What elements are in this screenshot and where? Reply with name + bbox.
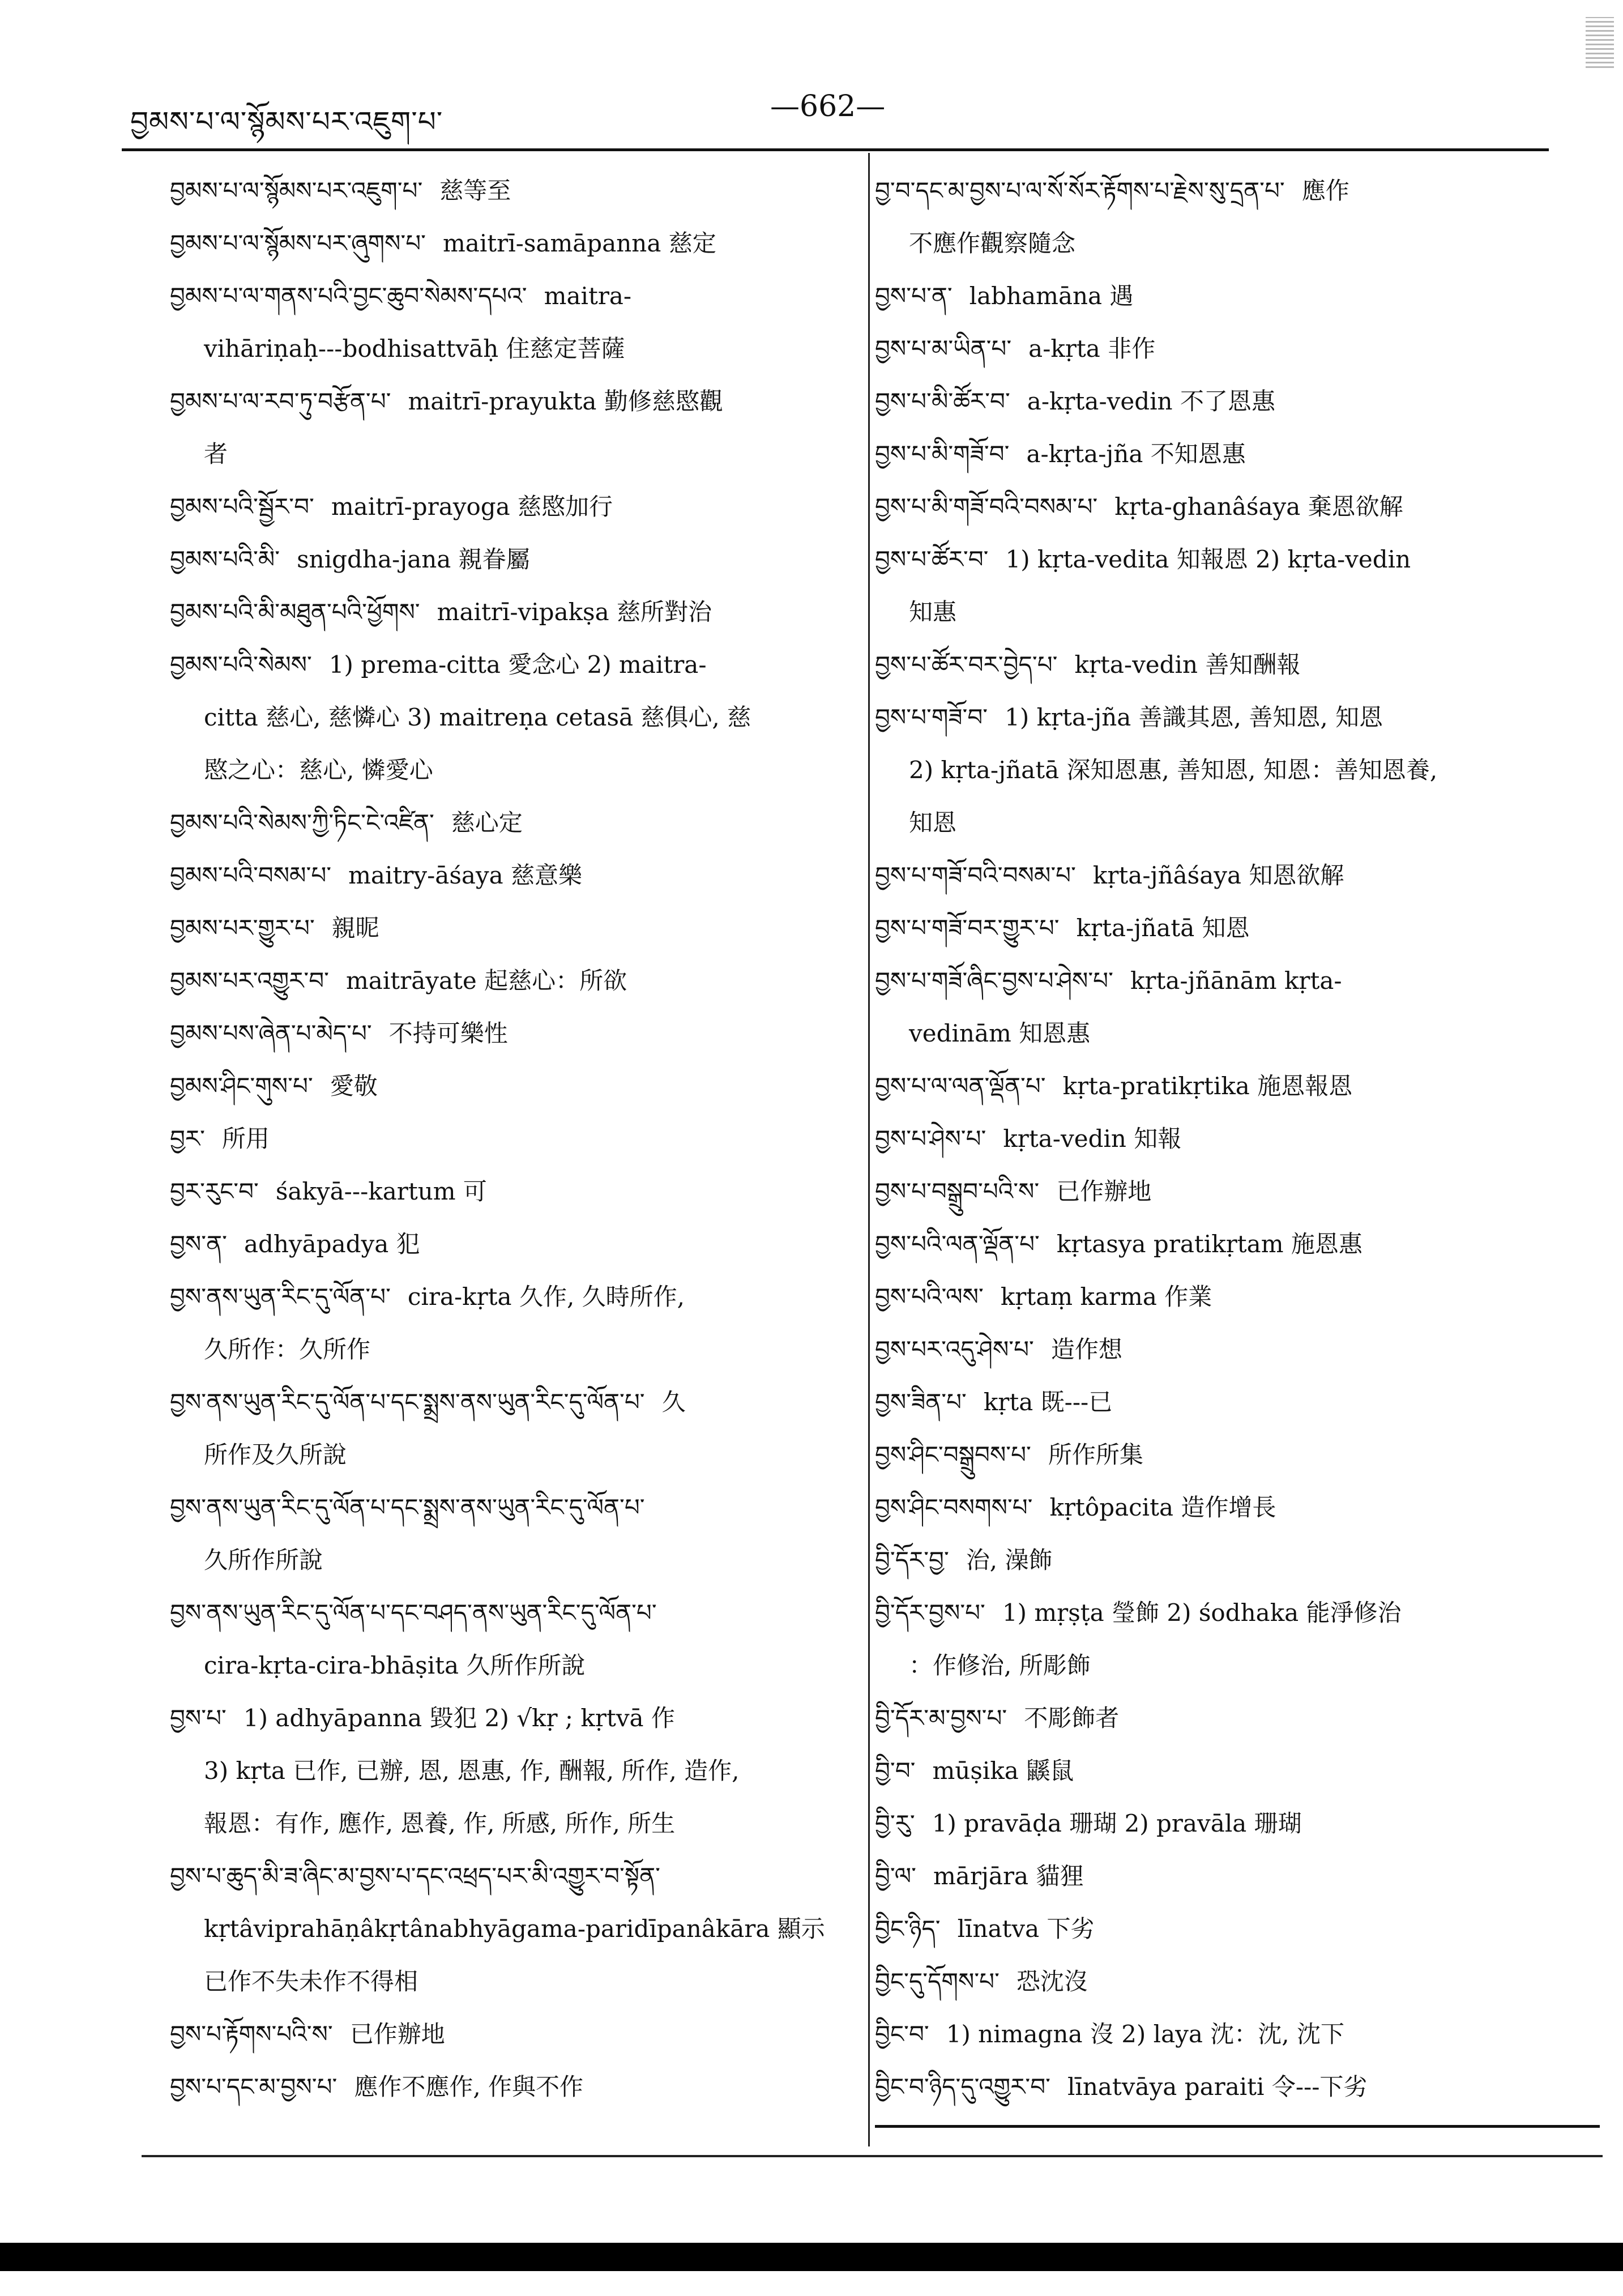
entry-definition: 1) kṛta-vedita 知報恩 2) kṛta-vedin	[1005, 545, 1411, 573]
dictionary-entry	[875, 638, 1583, 691]
tibetan-headword: བྱས་ནས་ཡུན་རིང་དུ་ལོན་པ་དང་སྨྲས་ནས་ཡུན་རིང་དུ་ལོན་པ་	[170, 1493, 645, 1521]
tibetan-headword: བྱིང་བ་ཉིད་དུ་འགྱུར་བ་	[875, 2073, 1050, 2101]
dictionary-entry	[170, 533, 849, 586]
tibetan-headword: བྱར་རུང་བ་	[170, 1177, 259, 1205]
entry-definition: maitrī-prayukta 勤修慈愍觀	[408, 387, 723, 415]
dictionary-entry	[170, 1692, 849, 1744]
tibetan-headword: བྱམས་པ་ལ་གནས་པའི་བྱང་ཆུབ་སེམས་དཔའ་	[170, 282, 527, 310]
dictionary-entry	[875, 1376, 1583, 1428]
dictionary-entry	[170, 1850, 849, 1902]
tibetan-headword: བྱས་པ་གཟོ་བར་གྱུར་པ་	[875, 914, 1060, 942]
tibetan-headword: བྱས་པ་གཟོ་ཞིང་བྱས་པ་ཤེས་པ་	[875, 967, 1113, 995]
tibetan-headword: བྱས་པ་གཟོ་བའི་བསམ་པ་	[875, 861, 1076, 889]
dictionary-entry	[875, 428, 1583, 480]
running-head: བྱམས་པ་ལ་སྙོམས་པར་འཇུག་པ་	[130, 105, 443, 138]
entry-definition: 慈心定	[451, 809, 523, 837]
tibetan-headword: བྱས་པར་འདུ་ཤེས་པ་	[875, 1335, 1034, 1363]
dictionary-entry	[170, 1376, 849, 1428]
dictionary-entry	[875, 533, 1583, 586]
right-column	[875, 164, 1583, 2113]
entry-definition: 1) pravāḍa 珊瑚 2) pravāla 珊瑚	[932, 1810, 1302, 1837]
entry-definition: 所作所集	[1048, 1441, 1143, 1469]
tibetan-headword: བྱས་ཤིང་བསགས་པ་	[875, 1493, 1033, 1521]
dictionary-entry	[170, 1586, 849, 1639]
entry-definition: 已作辦地	[349, 2020, 445, 2048]
entry-continuation: 報恩：有作, 應作, 恩養, 作, 所感, 所作, 所生	[204, 1810, 676, 1837]
tibetan-headword: བྱས་པ་དང་མ་བྱས་པ་	[170, 2073, 338, 2101]
entry-definition: 愛敬	[330, 1072, 378, 1100]
entry-definition: kṛta-pratikṛtika 施恩報恩	[1062, 1072, 1353, 1100]
tibetan-headword: བྱས་པ་རྟོགས་པའི་ས་	[170, 2020, 333, 2048]
tibetan-headword: བྱས་པ་མི་གཟོ་བའི་བསམ་པ་	[875, 493, 1098, 520]
tibetan-headword: བྱམས་པའི་མི་མཐུན་པའི་ཕྱོགས་	[170, 598, 420, 626]
entry-continuation: 久所作所說	[204, 1546, 323, 1574]
entry-definition: maitrī-samāpanna 慈定	[442, 229, 716, 257]
entry-definition: kṛta 既---已	[983, 1388, 1113, 1416]
tibetan-headword: བྱམས་པའི་བསམ་པ་	[170, 861, 332, 889]
entry-definition: 慈等至	[439, 177, 511, 204]
column-end-rule	[875, 2125, 1600, 2128]
dictionary-entry	[875, 902, 1583, 954]
dictionary-entry	[170, 1060, 849, 1112]
dictionary-entry	[875, 2060, 1583, 2113]
entry-definition: 1) nimagna 沒 2) laya 沈：沈, 沈下	[946, 2020, 1344, 2048]
entry-definition: kṛtaṃ karma 作業	[1000, 1283, 1212, 1311]
entry-continuation: 已作不失未作不得相	[204, 1968, 418, 1995]
dictionary-entry	[170, 1481, 849, 1534]
page-number: —662—	[770, 89, 886, 123]
dictionary-entry	[875, 1060, 1583, 1112]
entry-continuation: cira-kṛta-cira-bhāṣita 久所作所說	[204, 1651, 586, 1679]
dictionary-entry	[875, 954, 1583, 1007]
tibetan-headword: བྱས་པ་མི་ཚོར་བ་	[875, 387, 1010, 415]
tibetan-headword: བྱིང་བ་	[875, 2020, 929, 2048]
entry-definition: 1) adhyāpanna 毀犯 2) √kṛ ; kṛtvā 作	[243, 1704, 675, 1732]
tibetan-headword: བྱམས་པའི་སེམས་	[170, 651, 312, 678]
dictionary-entry	[875, 1534, 1583, 1586]
entry-continuation: 者	[204, 440, 228, 468]
dictionary-entry	[170, 480, 849, 533]
entry-definition: kṛta-vedin 善知酬報	[1074, 651, 1301, 678]
entry-definition: maitra-	[544, 282, 632, 310]
dictionary-entry	[170, 586, 849, 638]
dictionary-entry	[875, 2008, 1583, 2060]
tibetan-headword: བྱམས་པ་ལ་རབ་ཏུ་བརྩོན་པ་	[170, 387, 391, 415]
entry-definition: mārjāra 貓狸	[933, 1862, 1084, 1890]
dictionary-entry	[170, 1218, 849, 1270]
dictionary-entry	[875, 691, 1583, 744]
entry-definition: 1) prema-citta 愛念心 2) maitra-	[328, 651, 707, 678]
tibetan-headword: བྱམས་པའི་སྦྱོར་བ་	[170, 493, 314, 520]
entry-continuation: vedinām 知恩惠	[909, 1019, 1091, 1047]
dictionary-entry	[170, 164, 849, 217]
entry-continuation: ：作修治, 所彫飾	[909, 1651, 1091, 1679]
dictionary-entry	[170, 270, 849, 322]
dictionary-entry	[875, 1112, 1583, 1165]
entry-definition: 1) mṛṣṭa 瑩飾 2) śodhaka 能淨修治	[1002, 1599, 1402, 1627]
dictionary-entry	[170, 217, 849, 270]
entry-definition: kṛta-jñatā 知恩	[1076, 914, 1250, 942]
tibetan-headword: བྱས་ཟིན་པ་	[875, 1388, 967, 1416]
entry-definition: 恐沈沒	[1016, 1968, 1088, 1995]
dictionary-entry	[875, 164, 1583, 217]
left-column	[170, 164, 849, 2113]
tibetan-headword: བྱི་དོར་བྱས་པ་	[875, 1599, 985, 1627]
dictionary-entry	[170, 902, 849, 954]
entry-definition: kṛta-vedin 知報	[1003, 1125, 1182, 1153]
entry-continuation: vihāriṇaḥ---bodhisattvāḥ 住慈定菩薩	[204, 335, 625, 362]
tibetan-headword: བྱམས་པའི་སེམས་ཀྱི་ཏིང་ངེ་འཛིན་	[170, 809, 434, 837]
tibetan-headword: བྱས་ནས་ཡུན་རིང་དུ་ལོན་པ་དང་བཤད་ནས་ཡུན་རིང་དུ་ལོན་པ་	[170, 1599, 657, 1627]
entry-continuation: 愍之心：慈心, 憐愛心	[204, 756, 433, 784]
entry-definition: kṛta-ghanâśaya 棄恩欲解	[1114, 493, 1403, 520]
dictionary-entry	[170, 849, 849, 902]
dictionary-entry	[170, 1112, 849, 1165]
dictionary-entry	[170, 1270, 849, 1323]
tibetan-headword: བྱས་ན་	[170, 1230, 227, 1258]
dictionary-entry	[170, 1165, 849, 1218]
entry-continuation: 知恩	[909, 809, 957, 837]
column-divider	[868, 153, 870, 2146]
entry-definition: labhamāna 遇	[969, 282, 1134, 310]
entry-definition: 造作想	[1050, 1335, 1122, 1363]
scan-mark	[1586, 17, 1614, 68]
entry-definition: kṛta-jñānām kṛta-	[1130, 967, 1342, 995]
tibetan-headword: བྱས་ནས་ཡུན་རིང་དུ་ལོན་པ་དང་སྨྲས་ནས་ཡུན་རིང་དུ་ལོན་པ་	[170, 1388, 645, 1416]
dictionary-entry	[875, 849, 1583, 902]
dictionary-entry	[875, 1270, 1583, 1323]
tibetan-headword: བྱམས་པ་ལ་སྙོམས་པར་འཇུག་པ་	[170, 177, 423, 204]
dictionary-entry	[875, 1797, 1583, 1850]
entry-definition: 應作	[1301, 177, 1349, 204]
dictionary-entry	[875, 1692, 1583, 1744]
dictionary-entry	[875, 1850, 1583, 1902]
entry-definition: 不彫飾者	[1024, 1704, 1120, 1732]
dictionary-entry	[170, 375, 849, 428]
dictionary-entry	[875, 322, 1583, 375]
entry-definition: līnatva 下劣	[957, 1915, 1095, 1943]
tibetan-headword: བྱས་པ་མི་གཟོ་བ་	[875, 440, 1010, 468]
tibetan-headword: བྱམས་པ་ལ་སྙོམས་པར་ཞུགས་པ་	[170, 229, 426, 257]
entry-definition: kṛtasya pratikṛtam 施恩惠	[1056, 1230, 1363, 1258]
tibetan-headword: བྱམས་པར་འགྱུར་བ་	[170, 967, 329, 995]
dictionary-entry	[875, 1955, 1583, 2008]
dictionary-entry	[170, 638, 849, 691]
tibetan-headword: བྱི་དོར་མ་བྱས་པ་	[875, 1704, 1007, 1732]
entry-definition: kṛta-jñâśaya 知恩欲解	[1092, 861, 1344, 889]
dictionary-entry	[875, 1902, 1583, 1955]
entry-definition: a-kṛta-vedin 不了恩惠	[1027, 387, 1275, 415]
entry-definition: 不持可樂性	[388, 1019, 508, 1047]
entry-continuation: 3) kṛta 已作, 已辦, 恩, 恩惠, 作, 酬報, 所作, 造作,	[204, 1757, 740, 1785]
tibetan-headword: བྱར་	[170, 1125, 205, 1153]
entry-definition: kṛtôpacita 造作增長	[1049, 1493, 1276, 1521]
dictionary-entry	[875, 1428, 1583, 1481]
dictionary-entry	[875, 480, 1583, 533]
dictionary-entry	[170, 796, 849, 849]
dictionary-entry	[875, 270, 1583, 322]
tibetan-headword: བྱས་པའི་ལན་ལྡོན་པ་	[875, 1230, 1040, 1258]
entry-definition: maitrī-prayoga 慈愍加行	[331, 493, 613, 520]
tibetan-headword: བྱས་པ་ལ་ལན་ལྡོན་པ་	[875, 1072, 1046, 1100]
tibetan-headword: བྱམས་པར་གྱུར་པ་	[170, 914, 315, 942]
entry-definition: 治, 澡飾	[966, 1546, 1053, 1574]
tibetan-headword: བྱས་པ་བསྒྲུབ་པའི་ས་	[875, 1177, 1040, 1205]
tibetan-headword: བྱས་ཤིང་བསྒྲུབས་པ་	[875, 1441, 1031, 1469]
tibetan-headword: བྱས་པ་ན་	[875, 282, 953, 310]
entry-definition: maitrāyate 起慈心：所欲	[345, 967, 627, 995]
footer-rule	[142, 2155, 1603, 2157]
tibetan-headword: བྱིང་ཉིད་	[875, 1915, 941, 1943]
tibetan-headword: བྱས་པ་ཚོར་བར་བྱེད་པ་	[875, 651, 1058, 678]
entry-continuation: 久所作：久所作	[204, 1335, 371, 1363]
entry-definition: maitrī-vipakṣa 慈所對治	[437, 598, 712, 626]
dictionary-entry	[170, 2008, 849, 2060]
tibetan-headword: བྱི་རུ་	[875, 1810, 915, 1837]
tibetan-headword: བྱམས་པའི་མི་	[170, 545, 280, 573]
tibetan-headword: བྱས་ནས་ཡུན་རིང་དུ་ལོན་པ་	[170, 1283, 391, 1311]
tibetan-headword: བྱམས་པས་ཞེན་པ་མེད་པ་	[170, 1019, 372, 1047]
entry-definition: 應作不應作, 作與不作	[354, 2073, 584, 2101]
dictionary-entry	[170, 954, 849, 1007]
entry-definition: 親昵	[331, 914, 379, 942]
tibetan-headword: བྱས་པའི་ལས་	[875, 1283, 984, 1311]
tibetan-headword: བྱས་པ་ཚོར་བ་	[875, 545, 989, 573]
dictionary-entry	[875, 1218, 1583, 1270]
entry-definition: līnatvāya paraiti 令---下劣	[1067, 2073, 1368, 2101]
dictionary-entry	[875, 1481, 1583, 1534]
dictionary-entry	[170, 2060, 849, 2113]
entry-definition: snigdha-jana 親眷屬	[297, 545, 530, 573]
entry-continuation: 2) kṛta-jñatā 深知恩惠, 善知恩, 知恩：善知恩養,	[909, 756, 1438, 784]
tibetan-headword: བྱས་པ་གཟོ་བ་	[875, 703, 988, 731]
tibetan-headword: བྱི་བ་	[875, 1757, 916, 1785]
entry-continuation: 知惠	[909, 598, 957, 626]
dictionary-entry	[875, 1323, 1583, 1376]
tibetan-headword: བྱས་པ་	[170, 1704, 227, 1732]
dictionary-entry	[170, 1007, 849, 1060]
tibetan-headword: བྱི་དོར་བྱ་	[875, 1546, 949, 1574]
header-rule	[122, 148, 1549, 151]
entry-continuation: kṛtâviprahāṇâkṛtânabhyāgama-paridīpanâkāra 顯示	[204, 1915, 825, 1943]
entry-definition: a-kṛta 非作	[1028, 335, 1156, 362]
entry-definition: maitry-āśaya 慈意樂	[348, 861, 583, 889]
entry-definition: 1) kṛta-jña 善識其恩, 善知恩, 知恩	[1005, 703, 1383, 731]
entry-definition: mūṣika 鼷鼠	[932, 1757, 1074, 1785]
dictionary-entry	[875, 375, 1583, 428]
tibetan-headword: བྱས་པ་མ་ཡིན་པ་	[875, 335, 1012, 362]
tibetan-headword: བྱི་ལ་	[875, 1862, 916, 1890]
entry-continuation: 不應作觀察隨念	[909, 229, 1076, 257]
entry-continuation: citta 慈心, 慈憐心 3) maitreṇa cetasā 慈俱心, 慈	[204, 703, 751, 731]
tibetan-headword: བྱིང་དུ་དོགས་པ་	[875, 1968, 1000, 1995]
dictionary-entry	[875, 1744, 1583, 1797]
entry-definition: cira-kṛta 久作, 久時所作,	[407, 1283, 685, 1311]
entry-definition: 已作辦地	[1056, 1177, 1152, 1205]
entry-definition: adhyāpadya 犯	[244, 1230, 420, 1258]
dictionary-entry	[875, 1165, 1583, 1218]
entry-definition: 所用	[221, 1125, 270, 1153]
tibetan-headword: བྱས་པ་ཤེས་པ་	[875, 1125, 986, 1153]
entry-definition: a-kṛta-jña 不知恩惠	[1026, 440, 1246, 468]
tibetan-headword: བྱམས་ཤིང་གུས་པ་	[170, 1072, 313, 1100]
tibetan-headword: བྱ་བ་དང་མ་བྱས་པ་ལ་སོ་སོར་རྟོགས་པ་རྗེས་སུ་དྲན་པ་	[875, 177, 1285, 204]
entry-definition: 久	[661, 1388, 686, 1416]
entry-continuation: 所作及久所說	[204, 1441, 347, 1469]
scan-edge-band	[0, 2243, 1623, 2271]
entry-definition: śakyā---kartum 可	[275, 1177, 487, 1205]
tibetan-headword: བྱས་པ་ཆུད་མི་ཟ་ཞིང་མ་བྱས་པ་དང་འཕྲད་པར་མི་འགྱུར་བ་སྟོན་	[170, 1862, 660, 1890]
dictionary-entry	[875, 1586, 1583, 1639]
